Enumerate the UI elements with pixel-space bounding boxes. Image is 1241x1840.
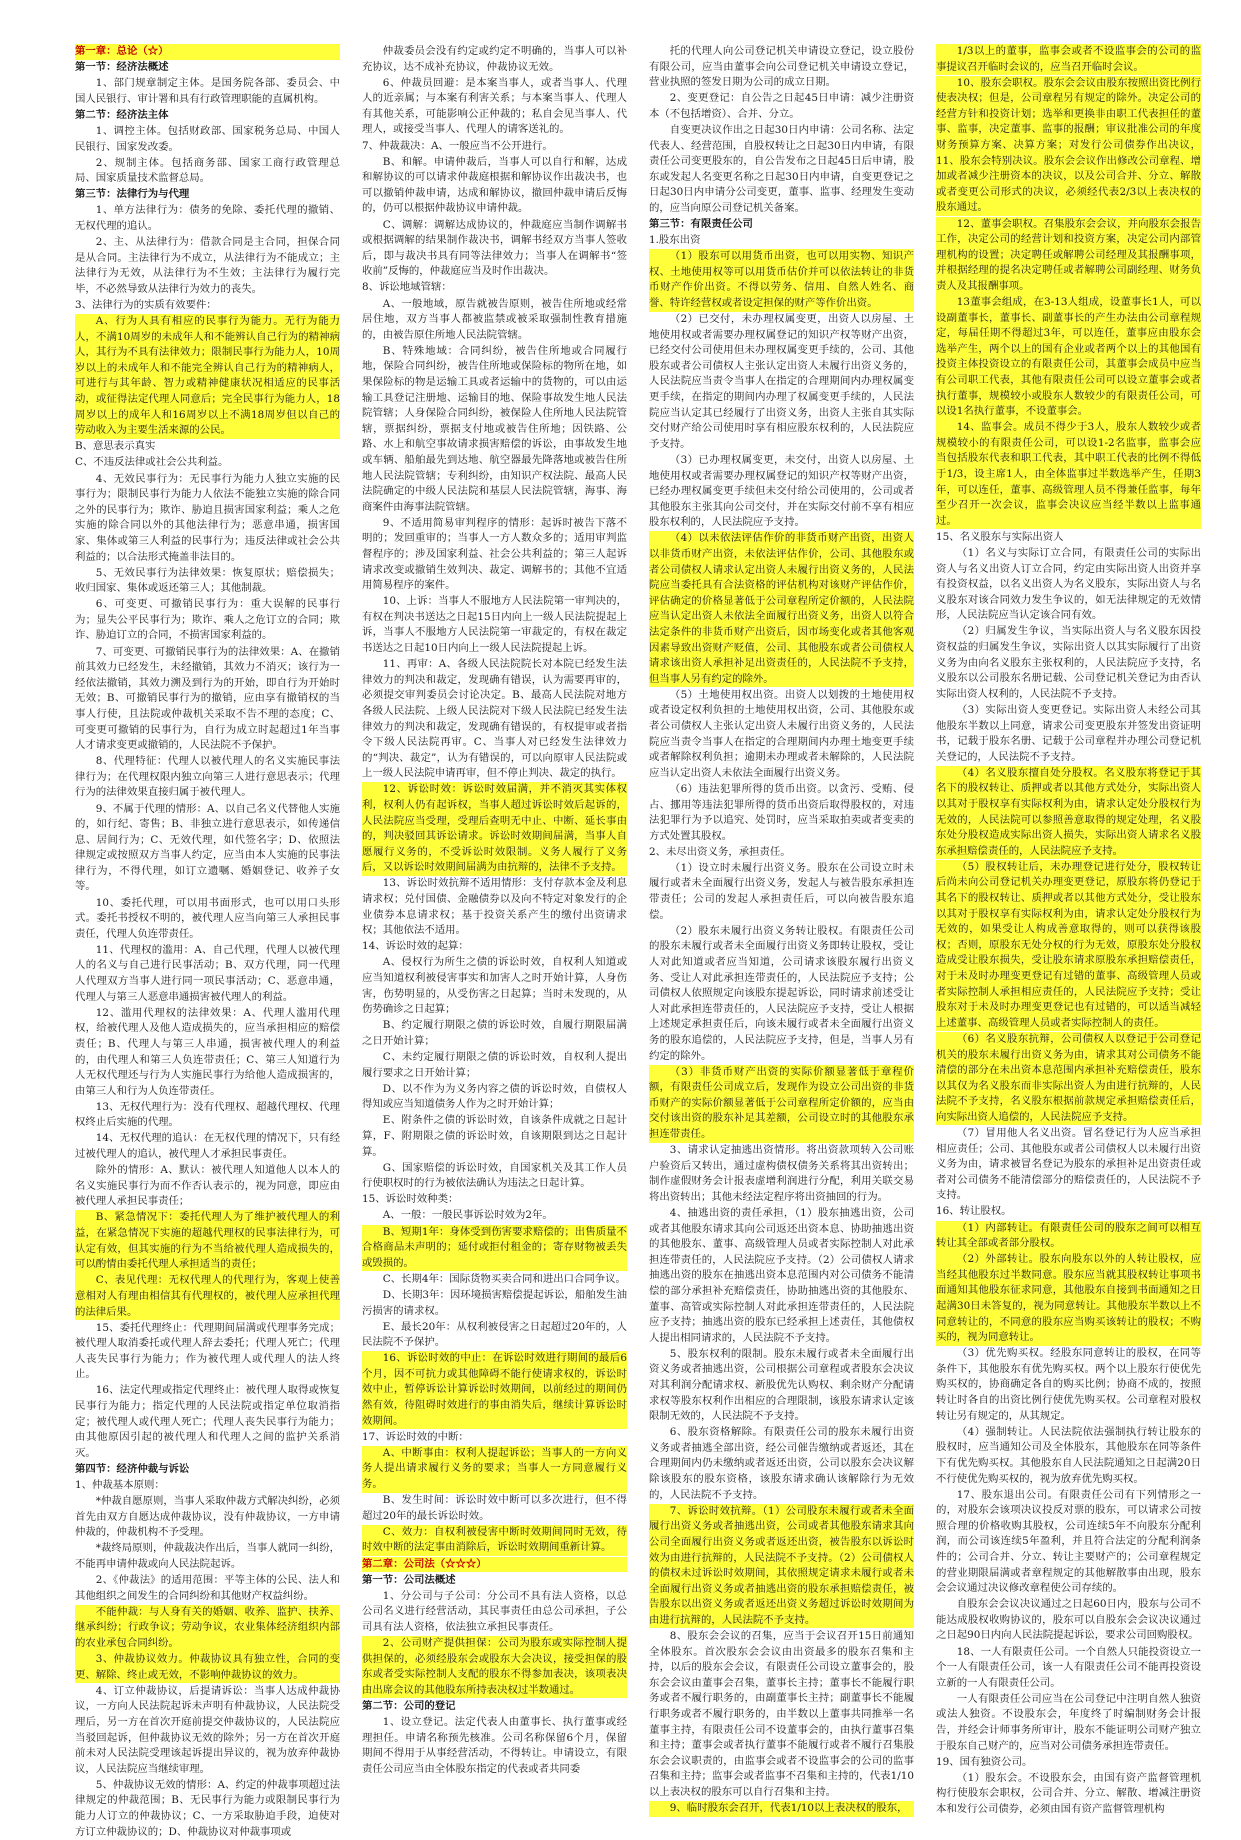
paragraph: 14、监事会。成员不得少于3人，股东人数较少或者规模较小的有限责任公司，可以设1-2名监事，监事会应当包括股东代表和职工代表，其中职工代表的比例不得低于1/3，设主席1人，由全体监事过半数选举产生，任期3年，可以连任，董事、高级管理人员不得兼任监事，每年至少召开一次会议，监事会决议应当经半数以上监事通过。 <box>936 420 1201 529</box>
paragraph: B、发生时间：诉讼时效中断可以多次进行，但不得超过20年的最长诉讼时效。 <box>362 1494 627 1522</box>
paragraph: A、一般：一般民事诉讼时效为2年。 <box>382 1209 553 1222</box>
paragraph: G、国家赔偿的诉讼时效，自国家机关及其工作人员行使职权时的行为被依法确认为违法之日起计算。 <box>362 1161 627 1190</box>
paragraph: 19、国有独资公司。 <box>936 1755 1033 1768</box>
paragraph: 17、诉讼时效的中断： <box>362 1430 469 1443</box>
paragraph: 18、一人有限责任公司。一个自然人只能投资设立一个一人有限责任公司，该一人有限责任公司不能再投资设立新的一人有限责任公司。 <box>936 1645 1201 1689</box>
paragraph: （2）外部转让。股东向股东以外的人转让股权，应当经其他股东过半数同意。股东应当就其股权转让事项书面通知其他股东征求同意，其他股东自接到书面通知之日起满30日未答复的，视为同意转让。其他股东半数以上不同意转让的，不同意的股东应当购买该转让的股权；不购买的，视为同意转让。 <box>936 1252 1201 1346</box>
paragraph: 6、仲裁员回避：是本案当事人，或者当事人、代理人的近亲属；与本案有利害关系；与本案当事人、代理人有其他关系，可能影响公正仲裁的；私自会见当事人、代理人，或接受当事人、代理人的请客送礼的。 <box>362 76 627 136</box>
paragraph: （3）优先购买权。经股东同意转让的股权，在同等条件下，其他股东有优先购买权。两个以上股东行使优先购买权的，协商确定各自的购买比例；协商不成的，按照转让时各自的出资比例行使优先购买权。公司章程对股权转让另有规定的，从其规定。 <box>936 1347 1201 1422</box>
paragraph: C、表见代理：无权代理人的代理行为，客观上使善意相对人有理由相信其有代理权的，被代理人应承担代理的法律后果。 <box>75 1273 340 1320</box>
paragraph: （3）非货币财产出资的实际价额显著低于章程价额，有限责任公司成立后，发现作为设立公司出资的非货币财产的实际价额显著低于公司章程所定价额的，应当由交付该出资的股东补足其差额，公司设立时的其他股东承担连带责任。 <box>649 1065 914 1143</box>
paragraph: 10、股东会职权。股东会会议由股东按照出资比例行使表决权；但是，公司章程另有规定的除外。决定公司的经营方针和投资计划；选举和更换非由职工代表担任的董事、监事，决定董事、监事的报酬；审议批准公司的年度财务预算方案、决算方案；对发行公司债券作出决议，11、股东会特别决议。股东会会议作出修改公司章程、增加或者减少注册资本的决议，以及公司合并、分立、解散或者变更公司形式的决议，必须经代表2/3以上表决权的股东通过。 <box>936 76 1201 216</box>
paragraph: C、未约定履行期限之债的诉讼时效，自权利人提出履行要求之日开始计算； <box>362 1051 627 1079</box>
paragraph: 7、仲裁裁决：A、一般应当不公开进行。 <box>362 139 553 152</box>
paragraph: 11、再审：A、各级人民法院院长对本院已经发生法律效力的判决和裁定，发现确有错误，认为需要再审的，必须提交审判委员会讨论决定。B、最高人民法院对地方各级人民法院、上级人民法院对下级人民法院已经发生法律效力的判决和裁定，发现确有错误的，有权提审或者指令下级人民法院再审。C、当事人对已经发生法律效力的“判决、裁定”，认为有错误的，可以向原审人民法院或上一级人民法院申请再审，但不停止判决、裁定的执行。 <box>362 658 627 780</box>
paragraph: 4、抽逃出资的责任承担，（1）股东抽逃出资，公司或者其他股东请求其向公司返还出资本息、协助抽逃出资的其他股东、董事、高级管理人员或者实际控制人对此承担连带责任的，人民法院应予支持。（2）公司债权人请求抽逃出资的股东在抽逃出资本息范围内对公司债务不能清偿的部分承担补充赔偿责任，协助抽逃出资的其他股东、董事、高管或实际控制人对此承担连带责任的，人民法院应予支持；抽逃出资的股东已经承担上述责任，其他债权人提出相同请求的，人民法院不予支持。 <box>649 1206 914 1344</box>
paragraph: 10、上诉：当事人不服地方人民法院第一审判决的，有权在判决书送达之日起15日内向上一级人民法院提起上诉，当事人不服地方人民法院第一审裁定的，有权在裁定书送达之日起10日内向上一级人民法院提起上诉。 <box>362 595 627 655</box>
paragraph: 5、无效民事行为法律效果：恢复原状；赔偿损失；收归国家、集体或返还第三人；其他制裁。 <box>75 566 340 595</box>
paragraph: A、一般地域，原告就被告原则，被告住所地或经常居住地，双方当事人都被监禁或被采取强制性教育措施的，由被告原住所地人民法院管辖。 <box>362 297 627 341</box>
paragraph: 8、诉讼地域管辖： <box>362 281 452 294</box>
section-heading: 第二节：经济法主体 <box>75 108 169 121</box>
paragraph: 2、未尽出资义务，承担责任。 <box>649 845 791 858</box>
paragraph: B、紧急情况下：委托代理人为了维护被代理人的利益，在紧急情况下实施的超越代理权的民事法律行为，可认定有效，但其实施的行为不当给被代理人造成损失的，可以酌情由委托代理人承担适当的责任； <box>75 1210 340 1272</box>
section-heading: 第二章：公司法（☆☆☆） <box>362 1557 627 1573</box>
paragraph: 16、转让股权。 <box>936 1205 1012 1218</box>
paragraph: A、中断事由：权利人提起诉讼；当事人的一方向义务人提出请求履行义务的要求；当事人一方同意履行义务。 <box>362 1446 627 1493</box>
section-heading: 第四节：经济仲裁与诉讼 <box>75 1462 190 1475</box>
paragraph: 自股东会会议决议通过之日起60日内，股东与公司不能达成股权收购协议的，股东可以自股东会会议决议通过之日起90日内向人民法院提起诉讼，要求公司回购股权。 <box>936 1598 1201 1642</box>
paragraph: 6、可变更、可撤销民事行为：重大误解的民事行为；显失公平民事行为；欺诈、乘人之危订立的合同；欺诈、胁迫订立的合同，不损害国家利益的。 <box>75 598 340 642</box>
paragraph: 2、《仲裁法》的适用范围：平等主体的公民、法人和其他组织之间发生的合同纠纷和其他财产权益纠纷。 <box>75 1574 340 1602</box>
paragraph: 1、部门规章制定主体。是国务院各部、委员会、中国人民银行、审计署和具有行政管理职能的直属机构。 <box>75 77 340 105</box>
section-heading: 第二节：公司的登记 <box>362 1699 456 1712</box>
paragraph: （4）以未依法评估作价的非货币财产出资，出资人以非货币财产出资，未依法评估作价，公司、其他股东或者公司债权人请求认定出资人未履行出资义务的，人民法院应当委托具有合法资格的评估机构对该财产评估作价，评估确定的价格显著低于公司章程所定价额的，人民法院应当认定出资人未依法全面履行出资义务，出资人以符合法定条件的非货币财产出资后，因市场变化或者其他客观因素导致出资财产贬值，公司、其他股东或者公司债权人请求该出资人承担补足出资责任的，人民法院不予支持，但当事人另有约定的除外。 <box>649 531 914 687</box>
paragraph: C、不违反法律或社会公共利益。 <box>75 456 229 469</box>
section-heading: 第三节：有限责任公司 <box>649 218 753 231</box>
paragraph: （4）名义股东擅自处分股权。名义股东将登记于其名下的股权转让、质押或者以其他方式处分，实际出资人以其对于股权享有实际权利为由，请求认定处分股权行为无效的，人民法院可以参照善意取得的规定处理，名义股东处分股权造成实际出资人损失，实际出资人请求名义股东承担赔偿责任的，人民法院应予支持。 <box>936 766 1201 860</box>
paragraph: C、效力：自权利被侵害中断时效期间同时无效，待时效中断的法定事由消除后，诉讼时效期间重新计算。 <box>362 1525 627 1556</box>
paragraph: 7、可变更、可撤销民事行为的法律效果：A、在撤销前其效力已经发生，未经撤销，其效力不消灭；该行为一经依法撤销，其效力溯及到行为的开始，即自行为开始时无效；B、可撤销民事行为的撤销，应由享有撤销权的当事人行使，且法院或仲裁机关采取不告不理的态度；C、可变更可撤销的民事行为，自行为成立时起超过1年当事人才请求变更或撤销的，人民法院不予保护。 <box>75 645 340 752</box>
paragraph: 1/3以上的董事，监事会或者不设监事会的公司的监事提议召开临时会议的，应当召开临时会议。 <box>936 44 1201 75</box>
paragraph: 不能仲裁：与人身有关的婚姻、收养、监护、扶养、继承纠纷；行政争议；劳动争议，农业集体经济组织内部的农业承包合同纠纷。 <box>75 1605 340 1652</box>
text-column-1 <box>75 44 340 1838</box>
paragraph: 16、法定代理或指定代理终止：被代理人取得或恢复民事行为能力；指定代理的人民法院或指定单位取消指定；被代理人或代理人死亡；代理人丧失民事行为能力；由其他原因引起的被代理人和代理人之间的监护关系消灭。 <box>75 1384 340 1459</box>
paragraph: E、最长20年：从权利被侵害之日起超过20年的，人民法院不予保护。 <box>362 1320 627 1349</box>
paragraph: 一人有限责任公司应当在公司登记中注明自然人独资或法人独资。不设股东会，年度终了时编制财务会计报告，并经会计师事务所审计，股东不能证明公司财产独立于股东自己财产的，应当对公司债务承担连带责任。 <box>936 1692 1201 1752</box>
paragraph: （1）股东可以用货币出资，也可以用实物、知识产权、土地使用权等可以用货币估价并可以依法转让的非货币财产作价出资。不得以劳务、信用、自然人姓名、商誉、特许经营权或者设定担保的财产等作价出资。 <box>649 249 914 311</box>
paragraph: 1、单方法律行为：债务的免除、委托代理的撤销、无权代理的追认。 <box>75 204 340 233</box>
paragraph: 1、分公司与子公司：分公司不具有法人资格，以总公司名义进行经营活动，其民事责任由总公司承担，子公司具有法人资格，依法独立承担民事责任。 <box>362 1589 627 1633</box>
paragraph: D、长期3年：因环境损害赔偿提起诉讼，船舶发生油污损害的请求权。 <box>362 1288 627 1317</box>
paragraph: 3、请求认定抽逃出资情形。将出资款项转入公司账户验资后又转出，通过虚构债权债务关系将其出资转出；制作虚假财务会计报表虚增利润进行分配，利用关联交易将出资转出；其他未经法定程序将出资抽回的行为。 <box>649 1144 914 1203</box>
text-column-3 <box>649 44 914 1814</box>
paragraph: （6）名义股东抗辩，公司债权人以登记于公司登记机关的股东未履行出资义务为由，请求其对公司债务不能清偿的部分在未出资本息范围内承担补充赔偿责任，股东以其仅为名义股东而非实际出资人为由进行抗辩的，人民法院不予支持，名义股东根据前款规定承担赔偿责任后，向实际出资人追偿的，人民法院应予支持。 <box>936 1032 1201 1126</box>
paragraph: 13董事会组成，在3-13人组成，设董事长1人，可以设副董事长，董事长、副董事长的产生办法由公司章程规定，每届任期不得超过3年，可以连任，董事应由股东会选举产生，两个以上的国有企业或者两个以上的其他国有投资主体投资设立的有限责任公司，其董事会成员中应当有公司职工代表，其他有限责任公司可以设立董事会或者执行董事，规模较小或股东人数较少的有限责任公司，可以设1名执行董事，不设董事会。 <box>936 295 1201 420</box>
paragraph: 8、股东会会议的召集，应当于会议召开15日前通知全体股东。首次股东会会议由出资最多的股东召集和主持，以后的股东会会议，有限责任公司设立董事会的，股东会会议由董事会召集，董事长主持；董事长不能履行职务或者不履行职务的，由副董事长主持；副董事长不能履行职务或者不履行职务的，由半数以上董事共同推举一名董事主持，有限责任公司不设董事会的，由执行董事召集和主持；董事会或者执行董事不能履行或者不履行召集股东会会议职责的，由监事会或者不设监事会的公司的监事召集和主持；监事会或者监事不召集和主持的，代表1/10以上表决权的股东可以自行召集和主持。 <box>649 1629 914 1798</box>
section-heading: 第一节：公司法概述 <box>362 1573 456 1586</box>
paragraph: B、特殊地域：合同纠纷，被告住所地或合同履行地，保险合同纠纷，被告住所地或保险标的物所在地，如果保险标的物是运输工具或者运输中的货物的，可以由运输工具登记注册地、运输目的地、保险事故发生地人民法院管辖；人身保险合同纠纷，被保险人住所地人民法院管辖，票据纠纷，票据支付地或被告住所地；因铁路、公路、水上和航空事故请求损害赔偿的诉讼，由事故发生地或车辆、船舶最先到达地、航空器最先降落地或被告住所地人民法院管辖；专利纠纷，由知识产权法院、最高人民法院确定的中级人民法院和基层人民法院管辖，海事、海商案件由海事法院管辖。 <box>362 344 627 513</box>
paragraph: 托的代理人向公司登记机关申请设立登记，设立股份有限公司，应当由董事会向公司登记机关申请设立登记，营业执照的签发日期为公司的成立日期。 <box>649 45 914 89</box>
paragraph: 9、不属于代理的情形：A、以自己名义代替他人实施的，如行纪、寄售；B、非独立进行意思表示，如传递信息、居间行为；C、无效代理，如代签名字；D、依照法律规定或按照双方当事人约定，应当由本人实施的民事法律行为，不得代理，如订立遗嘱、婚姻登记、收养子女等。 <box>75 802 340 893</box>
paragraph: 1.股东出资 <box>649 234 701 247</box>
paragraph: （1）内部转让。有限责任公司的股东之间可以相互转让其全部或者部分股权。 <box>936 1221 1201 1252</box>
paragraph: （4）强制转让。人民法院依法强制执行转让股东的股权时，应当通知公司及全体股东，其他股东在同等条件下有优先购买权。其他股东自人民法院通知之日起满20日不行使优先购买权的，视为放弃优先购买权。 <box>936 1425 1201 1485</box>
paragraph: B、意思表示真实 <box>75 440 156 453</box>
text-column-2 <box>362 44 627 1775</box>
paragraph: 2、主、从法律行为：借款合同是主合同，担保合同是从合同。主法律行为不成立，从法律行为不能成立；主法律行为无效，从法律行为不生效；主法律行为履行完毕，不必然导致从法律行为效力的丧失。 <box>75 236 340 295</box>
paragraph: 13、诉讼时效抗辩不适用情形：支付存款本金及利息请求权；兑付国债、金融债券以及向不特定对象发行的企业债券本息请求权；基于投资关系产生的缴付出资请求权；其他依法不适用。 <box>362 877 627 937</box>
paragraph: B、短期1年：身体受到伤害要求赔偿的；出售质量不合格商品未声明的；延付或拒付租金的；寄存财物被丢失或毁损的。 <box>362 1225 627 1272</box>
paragraph: C、调解：调解达成协议的，仲裁庭应当制作调解书或根据调解的结果制作裁决书，调解书经双方当事人签收后，即与裁决书具有同等法律效力；当事人在调解书“签收前”反悔的，仲裁庭应当及时作出裁决。 <box>362 218 627 278</box>
section-heading: 第一章：总论（☆） <box>75 44 340 60</box>
paragraph: 3、仲裁协议效力。仲裁协议具有独立性，合同的变更、解除、终止或无效，不影响仲裁协议的效力。 <box>75 1652 340 1683</box>
paragraph: （5）土地使用权出资。出资人以划拨的土地使用权或者设定权利负担的土地使用权出资，公司、其他股东或者公司债权人主张认定出资人未履行出资义务的，人民法院应当责令当事人在指定的合理期间内办理土地变更手续或者解除权利负担；逾期未办理或者未解除的，人民法院应当认定出资人未依法全面履行出资义务。 <box>649 688 914 779</box>
paragraph: D、以不作为为义务内容之债的诉讼时效，自债权人得知或应当知道债务人作为之时开始计算； <box>362 1082 627 1111</box>
paragraph: *仲裁自愿原则，当事人采取仲裁方式解决纠纷，必须首先由双方自愿达成仲裁协议，没有仲裁协议，一方申请仲裁的，仲裁机构不予受理。 <box>75 1495 340 1539</box>
paragraph: （1）股东会。不设股东会，由国有资产监督管理机构行使股东会职权，公司合并、分立、解散、增减注册资本和发行公司债券，必须由国有资产监督管理机构 <box>936 1771 1201 1815</box>
paragraph: 9、临时股东会召开，代表1/10以上表决权的股东， <box>649 1801 914 1817</box>
paragraph: 2、变更登记：自公告之日起45日申请：减少注册资本（不包括增资）、合并、分立。 <box>649 92 914 120</box>
paragraph: （7）冒用他人名义出资。冒名登记行为人应当承担相应责任；公司、其他股东或者公司债权人以未履行出资义务为由，请求被冒名登记为股东的承担补足出资责任或者对公司债务不能清偿部分的赔偿责任的，人民法院不予支持。 <box>936 1126 1201 1202</box>
paragraph: 1、调控主体。包括财政部、国家税务总局、中国人民银行、国家发改委。 <box>75 124 340 153</box>
paragraph: 2、公司财产提供担保：公司为股东或实际控制人提供担保的，必须经股东会或股东大会决议，接受担保的股东或者受实际控制人支配的股东不得参加表决，该项表决由出席会议的其他股东所持表决权过半数通过。 <box>362 1636 627 1698</box>
paragraph: （6）违法犯罪所得的货币出资。以贪污、受贿、侵占、挪用等违法犯罪所得的货币出资后取得股权的，对违法犯罪行为予以追究、处罚时，应当采取拍卖或者变卖的方式处置其股权。 <box>649 782 914 842</box>
paragraph: 15、诉讼时效种类： <box>362 1193 459 1206</box>
paragraph: 1、仲裁基本原则： <box>75 1479 165 1492</box>
paragraph: B、约定履行期限之债的诉讼时效，自履行期限届满之日开始计算； <box>362 1019 627 1047</box>
paragraph: （1）设立时未履行出资义务。股东在公司设立时未履行或者未全面履行出资义务，发起人与被告股东承担连带责任；公司的发起人承担责任后，可以向被告股东追偿。 <box>649 861 914 921</box>
section-heading: 第三节：法律行为与代理 <box>75 188 190 201</box>
paragraph: 6、股东资格解除。有限责任公司的股东未履行出资义务或者抽逃全部出资，经公司催告缴纳或者返还，其在合理期间内仍未缴纳或者返还出资，公司以股东会决议解除该股东的股东资格，该股东请求确认该解除行为无效的，人民法院不予支持。 <box>649 1426 914 1501</box>
paragraph: 13、无权代理行为：没有代理权、超越代理权、代理权终止后实施的代理。 <box>75 1100 340 1129</box>
paragraph: C、长期4年：国际货物买卖合同和进出口合同争议。 <box>382 1272 626 1285</box>
paragraph: （2）归属发生争议，当实际出资人与名义股东因投资权益的归属发生争议，实际出资人以其实际履行了出资义务为由向名义股东主张权利的，人民法院应予支持，名义股东以公司股东名册记载、公司登记机关登记为由否认实际出资人权利的，人民法院不予支持。 <box>936 625 1201 700</box>
paragraph: 10、委托代理，可以用书面形式，也可以用口头形式。委托书授权不明的，被代理人应当向第三人承担民事责任，代理人负连带责任。 <box>75 896 340 940</box>
paragraph: （2）已交付，未办理权属变更，出资人以房屋、土地使用权或者需要办理权属登记的知识产权等财产出资，已经交付公司使用但未办理权属变更手续的，公司、其他股东或者公司债权人主张认定出资人未履行出资义务的，人民法院应当责令当事人在指定的合理期间内办理权属变更手续，在指定的期间内办理了权属变更手续的，人民法院应当认定其已经履行了出资义务，出资人主张自其实际交付财产给公司使用时享有相应股东权利的，人民法院应予支持。 <box>649 313 914 450</box>
paragraph: 9、不适用简易审判程序的情形：起诉时被告下落不明的；发回重审的；当事人一方人数众多的；适用审判监督程序的；涉及国家利益、社会公共利益的；第三人起诉请求改变或撤销生效判决、裁定、调解书的；其他不宜适用简易程序的案件。 <box>362 516 627 592</box>
paragraph: 5、仲裁协议无效的情形：A、约定的仲裁事项超过法律规定的仲裁范围；B、无民事行为能力或限制民事行为能力人订立的仲裁协议；C、一方采取胁迫手段，迫使对方订立仲裁协议的；D、仲裁协议对仲裁事项或 <box>75 1778 340 1838</box>
paragraph: （3）实际出资人变更登记。实际出资人未经公司其他股东半数以上同意，请求公司变更股东并签发出资证明书，记载于股东名册、记载于公司章程并办理公司登记机关登记的，人民法院不予支持。 <box>936 703 1201 763</box>
paragraph: 7、诉讼时效抗辩。（1）公司股东未履行或者未全面履行出资义务或者抽逃出资，公司或者其他股东请求其向公司全面履行出资义务或者返还出资，被告股东以诉讼时效为由进行抗辩的，人民法院不予支持。（2）公司债权人的债权未过诉讼时效期间，其依照规定请求未履行或者未全面履行出资义务或者抽逃出资的股东承担赔偿责任，被告股东以出资义务或者返还出资义务超过诉讼时效期间为由进行抗辩的，人民法院不予支持。 <box>649 1504 914 1629</box>
paragraph: 8、代理特征：代理人以被代理人的名义实施民事法律行为；在代理权限内独立向第三人进行意思表示；代理行为的法律效果直接归属于被代理人。 <box>75 755 340 799</box>
paragraph: 3、法律行为的实质有效要件： <box>75 299 217 311</box>
paragraph: 14、诉讼时效的起算： <box>362 940 469 953</box>
paragraph: 15、名义股东与实际出资人 <box>936 530 1064 543</box>
section-heading: 第一节：经济法概述 <box>75 61 169 74</box>
paragraph: 15、委托代理终止：代理期间届满或代理事务完成；被代理人取消委托或代理人辞去委托；代理人死亡；代理人丧失民事行为能力；作为被代理人或代理人的法人终止。 <box>75 1321 340 1381</box>
paragraph: （1）名义与实际订立合同，有限责任公司的实际出资人与名义出资人订立合同，约定由实际出资人出资并享有投资权益，以名义出资人为名义股东，实际出资人与名义股东对该合同效力发生争议的，如无法律规定的无效情形，人民法院应当认定该合同有效。 <box>936 547 1201 622</box>
paragraph: （3）已办理权属变更，未交付，出资人以房屋、土地使用权或者需要办理权属登记的知识产权等财产出资，已经办理权属变更手续但未交付给公司使用的，公司或者其他股东主张其向公司交付，并在实际交付前不享有相应股东权利的，人民法院应予支持。 <box>649 453 914 529</box>
paragraph: A、行为人具有相应的民事行为能力。无行为能力人，不满10周岁的未成年人和不能辨认自己行为的精神病人，其行为不具有法律效力；限制民事行为能力人，10周岁以上的未成年人和不能完全辨认自己行为的精神病人，可进行与其年龄、智力或精神健康状况相适应的民事活动，或征得法定代理人同意后；完全民事行为能力人，18周岁以上的成年人和16周岁以上不满18周岁但以自己的劳动收入为主要生活来源的公民。 <box>75 314 340 439</box>
paragraph: 16、诉讼时效的中止：在诉讼时效进行期间的最后6个月，因不可抗力或其他障碍不能行使请求权的，诉讼时效中止，暂停诉讼计算诉讼时效期间，以前经过的期间仍然有效，待阻碍时效进行的事由消失后，继续计算诉讼时效期间。 <box>362 1351 627 1429</box>
paragraph: 17、股东退出公司。有限责任公司有下列情形之一的，对股东会该项决议投反对票的股东，可以请求公司按照合理的价格收购其股权，公司连续5年不向股东分配利润，而公司该连续5年盈利，并且符合法定的分配利润条件的；公司合并、分立、转让主要财产的；公司章程规定的营业期限届满或者章程规定的其他解散事由出现，股东会会议通过决议修改章程使公司存续的。 <box>936 1488 1201 1595</box>
paragraph: 仲裁委员会没有约定或约定不明确的，当事人可以补充协议，达不成补充协议，仲裁协议无效。 <box>362 45 627 73</box>
paragraph: 14、无权代理的追认：在无权代理的情况下，只有经过被代理人的追认，被代理人才承担民事责任。 <box>75 1132 340 1161</box>
paragraph: 12、诉讼时效：诉讼时效届满，并不消灭其实体权利，权利人仍有起诉权，当事人超过诉讼时效后起诉的，人民法院应当受理，受理后查明无中止、中断、延长事由的，判决驳回其诉讼请求。诉讼时效期间届满，当事人自愿履行义务的，不受诉讼时效限制。义务人履行了义务后，又以诉讼时效期间届满为由抗辩的，法律不予支持。 <box>362 782 627 876</box>
paragraph: 1、设立登记。法定代表人由董事长、执行董事或经理担任。申请名称预先核准。公司名称保留6个月，保留期间不得用于从事经营活动，不得转让。申请设立，有限责任公司应当由全体股东指定的代表或者共同委 <box>362 1715 627 1775</box>
paragraph: 除外的情形：A、默认：被代理人知道他人以本人的名义实施民事行为而不作否认表示的，视为同意，即应由被代理人承担民事责任； <box>75 1164 340 1208</box>
paragraph: 4、订立仲裁协议，后提请诉讼：当事人达成仲裁协议，一方向人民法院起诉未声明有仲裁协议，人民法院受理后，另一方在首次开庭前提交仲裁协议的，人民法院应当驳回起诉，但仲裁协议无效的除外；另一方在首次开庭前未对人民法院受理该起诉提出异议的，视为放弃仲裁协议，人民法院应当继续审理。 <box>75 1684 340 1775</box>
paragraph: 2、规制主体。包括商务部、国家工商行政管理总局、国家质量技术监督总局。 <box>75 156 340 185</box>
paragraph: *裁终局原则，仲裁裁决作出后，当事人就同一纠纷，不能再申请仲裁或向人民法院起诉。 <box>75 1542 340 1570</box>
paragraph: B、和解。申请仲裁后，当事人可以自行和解，达成和解协议的可以请求仲裁庭根据和解协议作出裁决书，也可以撤销仲裁申请，达成和解协议，撤回仲裁申请后反悔的，仍可以根据仲裁协议申请仲裁。 <box>362 155 627 215</box>
paragraph: 自变更决议作出之日起30日内申请：公司名称、法定代表人、经营范围，自股权转让之日起30日内申请，有限责任公司变更股东的，自公告发布之日起45日后申请，股东或发起人名变更名称之日起30日内申请，自变更登记之日起30日内申请分公司变更，董事、监事、经理发生变动的，应当向原公司登记机关备案。 <box>649 123 914 214</box>
paragraph: 5、股东权利的限制。股东未履行或者未全面履行出资义务或者抽逃出资，公司根据公司章程或者股东会决议对其利润分配请求权、新股优先认购权、剩余财产分配请求权等股东权利作出相应的合理限制，该股东请求认定该限制无效的，人民法院不予支持。 <box>649 1347 914 1423</box>
paragraph: A、侵权行为所生之债的诉讼时效，自权利人知道或应当知道权利被侵害事实和加害人之时开始计算，人身伤害，伤势明显的，从受伤害之日起算；当时未发现的，从伤势确诊之日起算； <box>362 956 627 1016</box>
paragraph: 12、滥用代理权的法律效果：A、代理人滥用代理权，给被代理人及他人造成损失的，应当承担相应的赔偿责任；B、代理人与第三人串通，损害被代理人的利益的，由代理人和第三人负连带责任；C、第三人知道行为人无权代理还与行为人实施民事行为给他人造成损害的，由第三人和行为人负连带责任。 <box>75 1006 340 1097</box>
paragraph: （5）股权转让后，未办理登记进行处分，股权转让后尚未向公司登记机关办理变更登记，原股东将仍登记于其名下的股权转让、质押或者以其他方式处分，受让股东以其对于股权享有实际权利为由，请求认定处分股权行为无效的，如果受让人构成善意取得的，则可以获得该股权；否则，原股东无处分权的行为无效，原股东处分股权造成受让股东损失，受让股东请求原股东承担赔偿责任，对于未及时办理变更登记有过错的董事、高级管理人员或者实际控制人承担相应责任的，人民法院应予支持；受让股东对于未及时办理变更登记也有过错的，可以适当减轻上述董事、高级管理人员或者实际控制人的责任。 <box>936 860 1201 1032</box>
paragraph: 11、代理权的滥用：A、自己代理，代理人以被代理人的名义与自己进行民事活动；B、双方代理，同一代理人代理双方当事人进行同一项民事活动；C、恶意串通，代理人与第三人恶意串通损害被代理人的利益。 <box>75 943 340 1003</box>
paragraph: 4、无效民事行为：无民事行为能力人独立实施的民事行为；限制民事行为能力人依法不能独立实施的除合同之外的民事行为；欺诈、胁迫且损害国家利益；乘人之危实施的除合同以外的其他法律行为；恶意串通，损害国家、集体或第三人利益的民事行为；违反法律或社会公共利益的；以合法形式掩盖非法目的。 <box>75 472 340 563</box>
paragraph: （2）股东未履行出资义务转让股权。有限责任公司的股东未履行或者未全面履行出资义务即转让股权，受让人对此知道或者应当知道，公司请求该股东履行出资义务、受让人对此承担连带责任的，人民法院应予支持；公司债权人依照规定向该股东提起诉讼，同时请求前述受让人对此承担连带责任的，人民法院应予支持，受让人根据上述规定承担责任后，向该未履行或者未全面履行出资义务的股东追偿的，人民法院应予支持，但是，当事人另有约定的除外。 <box>649 924 914 1062</box>
paragraph: 12、董事会职权。召集股东会会议，并向股东会报告工作，决定公司的经营计划和投资方案，决定公司内部管理机构的设置；决定聘任或解聘公司经理及其报酬事项，并根据经理的提名决定聘任或者解聘公司副经理、财务负责人及其报酬事项。 <box>936 217 1201 295</box>
paragraph: E、附条件之债的诉讼时效，自该条件成就之日起计算，F、附期限之债的诉讼时效，自该期限到达之日起计算。 <box>362 1114 627 1158</box>
text-column-4 <box>936 44 1201 1815</box>
